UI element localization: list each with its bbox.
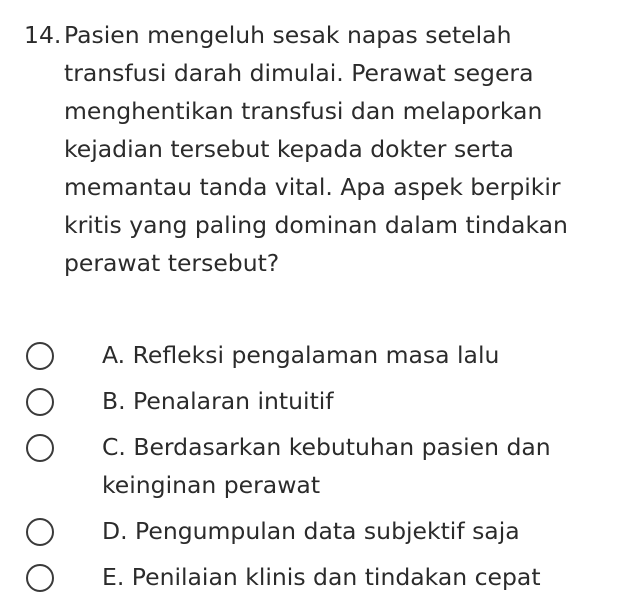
question-text: Pasien mengeluh sesak napas setelah transfusi darah dimulai. Perawat segera menghentikan transfusi dan melaporkan kejadian tersebut kepada dokter serta memantau tanda vital. Apa aspek berpikir kritis yang paling dominan dalam tindakan perawat tersebut? <box>64 21 568 277</box>
option-b-label: B. Penalaran intuitif <box>102 387 334 415</box>
answer-options <box>24 336 614 596</box>
question-number: 14. <box>24 21 62 49</box>
radio-button-a[interactable] <box>26 342 54 370</box>
option-b[interactable] <box>24 382 614 420</box>
option-c-label: C. Berdasarkan kebutuhan pasien dan keinginan perawat <box>102 433 551 499</box>
radio-button-c[interactable] <box>26 434 54 462</box>
radio-button-d[interactable] <box>26 518 54 546</box>
radio-button-e[interactable] <box>26 564 54 592</box>
option-a-label: A. Refleksi pengalaman masa lalu <box>102 341 500 369</box>
question <box>24 16 604 282</box>
option-c[interactable] <box>24 428 614 504</box>
option-d[interactable] <box>24 512 614 550</box>
option-d-label: D. Pengumpulan data subjektif saja <box>102 517 520 545</box>
radio-button-b[interactable] <box>26 388 54 416</box>
option-e-label: E. Penilaian klinis dan tindakan cepat <box>102 563 541 591</box>
option-e[interactable] <box>24 558 614 596</box>
option-a[interactable] <box>24 336 614 374</box>
